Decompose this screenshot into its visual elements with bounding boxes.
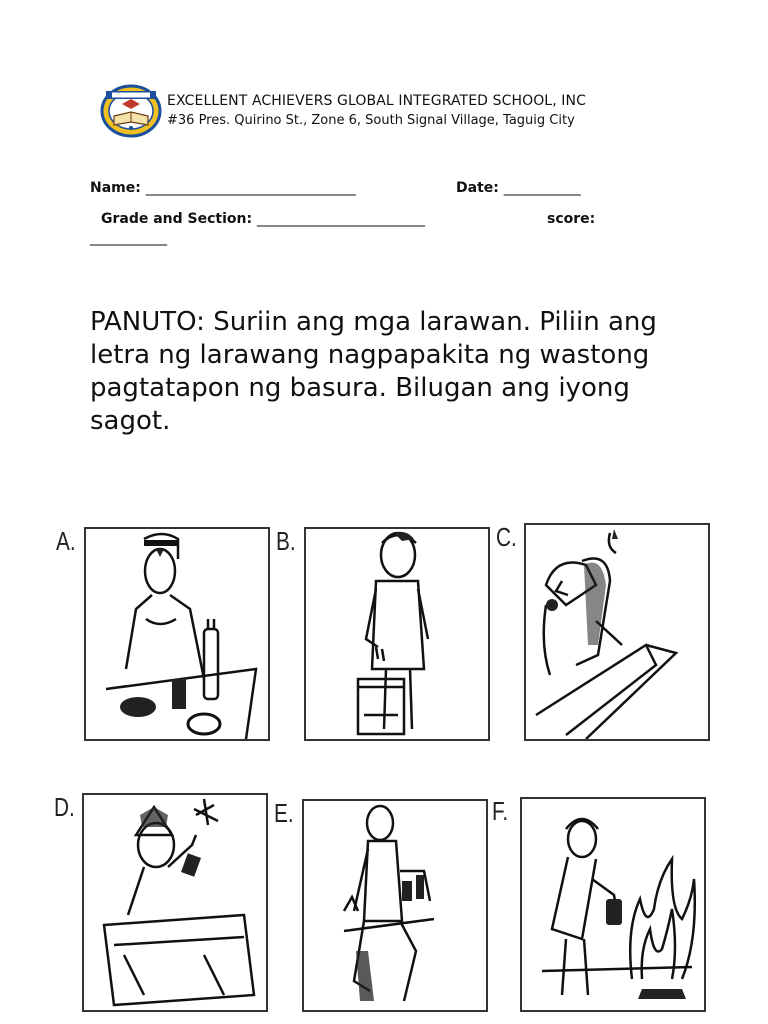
choice-a-picture[interactable] [84, 527, 270, 741]
instructions-text: PANUTO: Suriin ang mga larawan. Piliin ang letra ng larawang nagpapakita ng wastong pagtatapon ng basura. Bilugan ang iyong sagot. [90, 307, 657, 436]
name-label: Name: [90, 180, 141, 196]
school-header [100, 82, 700, 142]
person-eating-food-icon [86, 529, 268, 739]
score-label: score: [547, 211, 596, 227]
date-label: Date: [456, 180, 499, 196]
choice-c-letter: C. [496, 522, 517, 552]
man-walking-with-trash-icon [304, 801, 486, 1010]
choice-e-letter: E. [274, 798, 294, 828]
choice-c-picture[interactable] [524, 523, 710, 741]
score-blank: ___________ [90, 230, 167, 246]
grade-section-field [101, 211, 425, 227]
name-blank: ______________________________ [145, 180, 356, 196]
choice-d-picture[interactable] [82, 793, 268, 1012]
school-name: EXCELLENT ACHIEVERS GLOBAL INTEGRATED SCHOOL, INC [167, 93, 586, 109]
choice-b-picture[interactable] [304, 527, 490, 741]
grade-section-label: Grade and Section: [101, 211, 253, 227]
person-burning-trash-icon [522, 799, 704, 1010]
choice-f-letter: F. [492, 796, 509, 826]
date-field [456, 180, 581, 196]
score-field [547, 211, 595, 227]
name-field [90, 180, 356, 196]
date-blank: ___________ [503, 180, 581, 196]
school-address: #36 Pres. Quirino St., Zone 6, South Signal Village, Taguig City [167, 113, 575, 128]
choice-e-picture[interactable] [302, 799, 488, 1012]
boy-dropping-trash-in-bin-icon [306, 529, 488, 739]
grade-section-blank: ________________________ [256, 211, 425, 227]
choice-d-letter: D. [54, 792, 75, 822]
school-logo-icon [100, 82, 162, 138]
choice-f-picture[interactable] [520, 797, 706, 1012]
choice-b-letter: B. [276, 526, 296, 556]
boy-throwing-trash-in-box-icon [84, 795, 266, 1010]
woman-at-sink-icon [526, 525, 708, 739]
choice-a-letter: A. [56, 526, 76, 556]
